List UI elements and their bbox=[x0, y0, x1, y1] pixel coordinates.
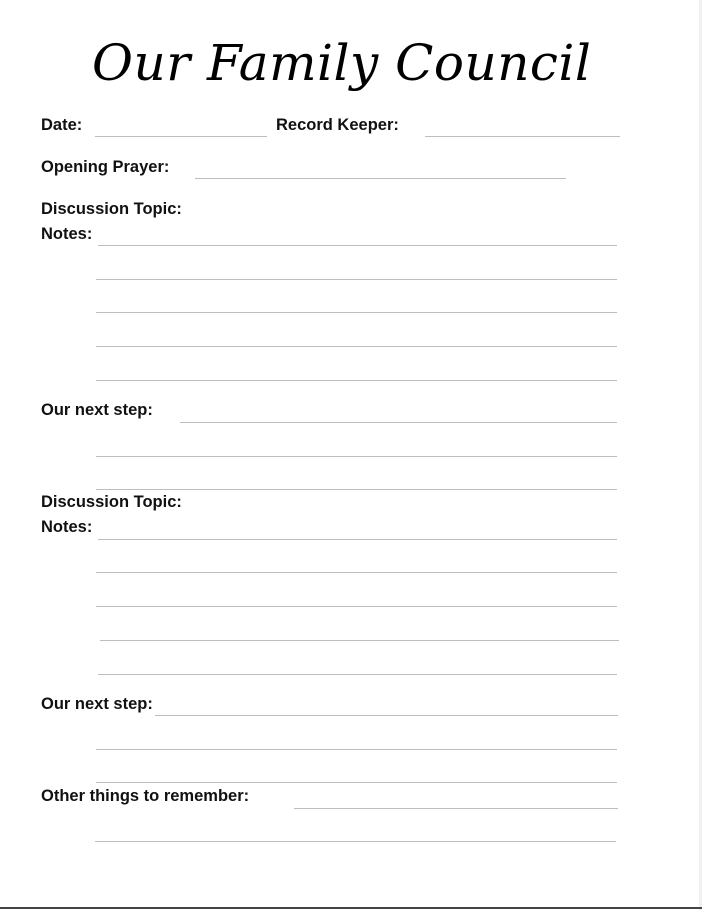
notes-line[interactable] bbox=[96, 606, 617, 607]
record-keeper-label: Record Keeper: bbox=[276, 116, 399, 134]
opening-prayer-label: Opening Prayer: bbox=[41, 158, 170, 176]
page-bottom-rule bbox=[0, 907, 702, 909]
record-keeper-line[interactable] bbox=[425, 136, 620, 137]
notes-label: Notes: bbox=[41, 518, 93, 536]
notes-line[interactable] bbox=[100, 640, 619, 641]
notes-line[interactable] bbox=[98, 674, 617, 675]
next-step-line[interactable] bbox=[96, 782, 617, 783]
notes-line[interactable] bbox=[96, 312, 617, 313]
next-step-label: Our next step: bbox=[41, 401, 153, 419]
discussion-topic-label: Discussion Topic: bbox=[41, 200, 182, 218]
next-step-line[interactable] bbox=[96, 489, 617, 490]
notes-line[interactable] bbox=[96, 346, 617, 347]
other-things-line[interactable] bbox=[95, 841, 616, 842]
next-step-label: Our next step: bbox=[41, 695, 153, 713]
next-step-line[interactable] bbox=[96, 749, 617, 750]
form-title: Our Family Council bbox=[92, 34, 592, 92]
next-step-line[interactable] bbox=[155, 715, 618, 716]
notes-line[interactable] bbox=[96, 279, 617, 280]
notes-line[interactable] bbox=[98, 539, 617, 540]
date-line[interactable] bbox=[95, 136, 267, 137]
date-label: Date: bbox=[41, 116, 83, 134]
notes-label: Notes: bbox=[41, 225, 93, 243]
notes-line[interactable] bbox=[96, 572, 617, 573]
other-things-label: Other things to remember: bbox=[41, 787, 250, 805]
notes-line[interactable] bbox=[98, 245, 617, 246]
notes-line[interactable] bbox=[96, 380, 617, 381]
discussion-topic-label: Discussion Topic: bbox=[41, 493, 182, 511]
other-things-line[interactable] bbox=[294, 808, 618, 809]
next-step-line[interactable] bbox=[96, 456, 617, 457]
opening-prayer-line[interactable] bbox=[195, 178, 566, 179]
next-step-line[interactable] bbox=[180, 422, 617, 423]
